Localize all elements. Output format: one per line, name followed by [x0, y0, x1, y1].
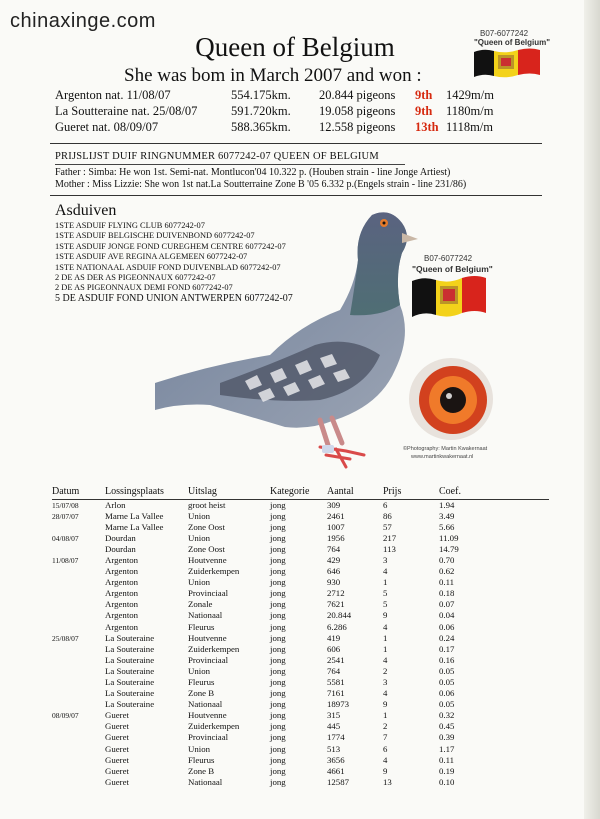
win-place: 9th: [415, 88, 433, 102]
page-title: [0, 32, 600, 63]
ring-number-mid: B07-6077242: [424, 254, 473, 263]
cell-result: Zuiderkempen: [188, 566, 240, 577]
cell-coef: 0.06: [439, 621, 455, 632]
cell-result: Union: [188, 577, 210, 588]
cell-count: 309: [327, 499, 341, 510]
cell-result: Nationaal: [188, 699, 223, 710]
cell-count: 429: [327, 554, 341, 565]
cell-coef: 1.94: [439, 499, 455, 510]
cell-result: Union: [188, 532, 210, 543]
cell-result: Union: [188, 743, 210, 754]
cell-result: Zone Oost: [188, 521, 225, 532]
cell-date: 28/07/07: [52, 511, 79, 521]
cell-category: jong: [270, 566, 286, 577]
cell-date: [52, 622, 105, 633]
cell-date: [52, 699, 105, 710]
cell-category: jong: [270, 599, 286, 610]
table-row: [52, 777, 549, 788]
cell-release: Gueret: [105, 721, 129, 732]
cell-coef: 0.10: [439, 776, 455, 787]
list-item: 2 DE AS PIGEONNAUX DEMI FOND 6077242-07: [55, 283, 233, 293]
cell-count: 3656: [327, 754, 345, 765]
win-distance: 591.720km.: [231, 104, 291, 118]
queen-label-top: "Queen of Belgium": [474, 38, 551, 47]
title-text: Queen of Belgium: [195, 32, 395, 62]
table-row: [52, 677, 549, 688]
cell-prize: 5: [383, 599, 388, 610]
cell-release: Argenton: [105, 577, 139, 588]
cell-release: La Souteraine: [105, 677, 155, 687]
cell-release: Gueret: [105, 743, 129, 754]
cell-count: 2541: [327, 654, 345, 665]
table-row: [52, 622, 549, 633]
cell-prize: 4: [383, 566, 388, 577]
table-row: [52, 688, 549, 699]
cell-prize: 1: [383, 643, 388, 654]
cell-prize: 3: [383, 677, 388, 687]
photo-credit: ©Photography: Martin Kwakernaat: [403, 446, 488, 452]
table-row: [52, 755, 549, 766]
pigeon-photo: [150, 205, 430, 480]
table-row: [52, 655, 549, 666]
table-row: [52, 721, 549, 732]
cell-prize: 2: [383, 665, 388, 676]
cell-date: 15/07/08: [52, 500, 79, 510]
divider: [50, 143, 542, 144]
cell-result: Nationaal: [188, 610, 223, 621]
cell-count: 20.844: [327, 610, 352, 621]
cell-count: 646: [327, 566, 341, 577]
win-place: 9th: [415, 104, 433, 118]
cell-release: Argenton: [105, 599, 139, 610]
cell-coef: 5.66: [439, 521, 455, 532]
cell-result: Zuiderkempen: [188, 721, 240, 732]
cell-count: 7621: [327, 599, 345, 610]
cell-prize: 6: [383, 499, 388, 510]
cell-result: Union: [188, 510, 210, 521]
cell-category: jong: [270, 632, 286, 643]
cell-release: Argenton: [105, 588, 139, 599]
cell-coef: 0.19: [439, 765, 455, 776]
cell-release: Argenton: [105, 610, 139, 621]
cell-category: jong: [270, 643, 286, 654]
cell-prize: 4: [383, 688, 388, 699]
cell-release: La Souteraine: [105, 654, 155, 665]
cell-result: Zonale: [188, 599, 213, 610]
table-row: [52, 544, 549, 555]
column-header: Lossingsplaats: [105, 484, 188, 499]
cell-release: La Souteraine: [105, 665, 155, 676]
cell-result: Provinciaal: [188, 588, 229, 599]
cell-prize: 5: [383, 588, 388, 599]
cell-coef: 14.79: [439, 543, 459, 554]
win-pigeons: 20.844 pigeons: [319, 88, 396, 102]
cell-category: jong: [270, 765, 286, 776]
win-distance: 588.365km.: [231, 120, 291, 134]
cell-count: 12587: [327, 776, 349, 787]
list-item: 2 DE AS DER AS PIGEONNAUX 6077242-07: [55, 273, 216, 283]
cell-result: Union: [188, 665, 210, 676]
list-item: 1STE ASDUIF BELGISCHE DUIVENBOND 6077242-07: [55, 231, 255, 241]
cell-date: [52, 721, 105, 732]
column-header: Coef.: [439, 484, 549, 499]
watermark: chinaxinge.com: [10, 10, 156, 32]
cell-count: 7161: [327, 688, 345, 699]
cell-coef: 0.17: [439, 643, 455, 654]
cell-coef: 0.24: [439, 632, 455, 643]
cell-prize: 2: [383, 721, 388, 732]
table-row: [52, 744, 549, 755]
win-speed: 1118m/m: [446, 120, 493, 134]
queen-label-mid: "Queen of Belgium": [412, 264, 493, 274]
cell-coef: 0.05: [439, 665, 455, 676]
cell-release: Marne La Vallee: [105, 521, 164, 532]
cell-coef: 1.17: [439, 743, 455, 754]
cell-category: jong: [270, 588, 286, 599]
table-row: [52, 522, 549, 533]
cell-category: jong: [270, 532, 286, 543]
win-pigeons: 19.058 pigeons: [319, 104, 396, 118]
cell-prize: 57: [383, 521, 392, 532]
column-header: Uitslag: [188, 484, 270, 499]
cell-prize: 4: [383, 654, 388, 665]
cell-date: 11/08/07: [52, 555, 79, 565]
cell-release: La Souteraine: [105, 643, 155, 654]
table-row: [52, 588, 549, 599]
cell-coef: 0.06: [439, 688, 455, 699]
cell-release: Gueret: [105, 754, 129, 765]
ring-number-top: B07-6077242: [480, 29, 529, 38]
table-row: [52, 633, 549, 644]
cell-release: Gueret: [105, 732, 129, 743]
cell-date: [52, 688, 105, 699]
win-race: Gueret nat. 08/09/07: [55, 120, 159, 134]
cell-count: 606: [327, 643, 341, 654]
table-row: [52, 710, 549, 721]
table-row: [52, 499, 549, 511]
cell-count: 419: [327, 632, 341, 643]
cell-date: [52, 777, 105, 788]
cell-release: Marne La Vallee: [105, 510, 164, 521]
divider: [55, 164, 405, 165]
cell-category: jong: [270, 510, 286, 521]
cell-result: groot heist: [188, 499, 226, 510]
table-row: [52, 555, 549, 566]
cell-prize: 3: [383, 554, 388, 565]
cell-count: 6.286: [327, 621, 347, 632]
asduiven-heading: Asduiven: [55, 202, 117, 219]
page-edge: [584, 0, 600, 819]
cell-release: La Souteraine: [105, 688, 155, 699]
cell-date: [52, 522, 105, 533]
cell-date: 25/08/07: [52, 633, 79, 643]
cell-result: Zuiderkempen: [188, 643, 240, 654]
table-row: [52, 699, 549, 710]
cell-date: [52, 655, 105, 666]
cell-date: [52, 599, 105, 610]
win-row: [55, 120, 525, 136]
cell-release: Dourdan: [105, 532, 136, 543]
belgian-flag-mid-icon: [410, 273, 488, 321]
cell-result: Provinciaal: [188, 654, 229, 665]
table-row: [52, 666, 549, 677]
win-row: [55, 88, 525, 104]
cell-coef: 0.11: [439, 754, 455, 765]
divider: [50, 195, 542, 196]
cell-date: [52, 544, 105, 555]
table-row: [52, 511, 549, 522]
cell-result: Houtvenne: [188, 710, 227, 721]
cell-count: 1774: [327, 732, 345, 743]
cell-coef: 0.04: [439, 610, 455, 621]
father-line: Father : Simba: He won 1st. Semi-nat. Montlucon'04 10.322 p. (Houben strain - line Jonge Artiest): [55, 167, 451, 178]
wins-list: [55, 88, 525, 136]
cell-result: Houtvenne: [188, 632, 227, 643]
column-header: Datum: [52, 484, 105, 499]
page-subtitle: She was bom in March 2007 and won :: [124, 65, 422, 86]
table-row: [52, 644, 549, 655]
cell-category: jong: [270, 610, 286, 621]
cell-date: [52, 610, 105, 621]
cell-release: Argenton: [105, 566, 139, 577]
cell-date: [52, 766, 105, 777]
cell-date: [52, 577, 105, 588]
win-race: Argenton nat. 11/08/07: [55, 88, 171, 102]
cell-result: Zone Oost: [188, 543, 225, 554]
cell-coef: 0.45: [439, 721, 455, 732]
cell-release: Dourdan: [105, 543, 136, 554]
cell-category: jong: [270, 754, 286, 765]
eye-closeup-photo: [407, 356, 495, 442]
cell-result: Provinciaal: [188, 732, 229, 743]
list-item: 1STE NATIONAAL ASDUIF FOND DUIVENBLAD 6077242-07: [55, 262, 281, 272]
cell-prize: 7: [383, 732, 388, 743]
cell-count: 445: [327, 721, 341, 732]
cell-date: 04/08/07: [52, 533, 79, 543]
cell-category: jong: [270, 621, 286, 632]
table-row: [52, 766, 549, 777]
cell-category: jong: [270, 699, 286, 710]
table-row: [52, 599, 549, 610]
cell-category: jong: [270, 543, 286, 554]
cell-category: jong: [270, 677, 286, 687]
cell-coef: 0.62: [439, 566, 455, 577]
cell-coef: 0.05: [439, 677, 455, 687]
cell-coef: 0.11: [439, 577, 455, 588]
photo-url: www.martinkwakernaat.nl: [411, 454, 474, 460]
cell-date: [52, 732, 105, 743]
cell-release: Gueret: [105, 765, 129, 776]
cell-category: jong: [270, 654, 286, 665]
cell-coef: 0.32: [439, 710, 455, 721]
cell-count: 1956: [327, 532, 345, 543]
cell-count: 5581: [327, 677, 345, 687]
win-place: 13th: [415, 120, 439, 134]
cell-date: 08/09/07: [52, 711, 79, 721]
cell-count: 930: [327, 577, 341, 588]
cell-category: jong: [270, 710, 286, 721]
cell-result: Fleurus: [188, 754, 215, 765]
prijslijst-heading: PRIJSLIJST DUIF RINGNUMMER 6077242-07 QUEEN OF BELGIUM: [55, 151, 379, 162]
win-speed: 1180m/m: [446, 104, 494, 118]
cell-prize: 217: [383, 532, 397, 543]
cell-date: [52, 677, 105, 688]
cell-count: 513: [327, 743, 341, 754]
cell-date: [52, 644, 105, 655]
win-speed: 1429m/m: [446, 88, 494, 102]
cell-prize: 86: [383, 510, 392, 521]
cell-date: [52, 744, 105, 755]
cell-coef: 3.49: [439, 510, 455, 521]
cell-date: [52, 566, 105, 577]
table-row: [52, 533, 549, 544]
cell-category: jong: [270, 554, 286, 565]
cell-coef: 0.39: [439, 732, 455, 743]
cell-category: jong: [270, 688, 286, 699]
cell-category: jong: [270, 521, 286, 532]
cell-coef: 0.70: [439, 554, 455, 565]
cell-prize: 1: [383, 577, 388, 588]
table-row: [52, 566, 549, 577]
table-row: [52, 577, 549, 588]
cell-release: Gueret: [105, 710, 129, 721]
cell-result: Zone B: [188, 688, 215, 699]
cell-date: [52, 755, 105, 766]
cell-category: jong: [270, 665, 286, 676]
cell-release: La Souteraine: [105, 632, 155, 643]
cell-category: jong: [270, 776, 286, 787]
cell-coef: 0.07: [439, 599, 455, 610]
cell-prize: 4: [383, 621, 388, 632]
cell-prize: 9: [383, 610, 388, 621]
cell-prize: 13: [383, 776, 392, 787]
cell-coef: 0.16: [439, 654, 455, 665]
cell-release: Gueret: [105, 776, 129, 787]
column-header: Aantal: [327, 484, 383, 499]
cell-date: [52, 588, 105, 599]
table-header-row: [52, 484, 549, 499]
list-item: 1STE ASDUIF JONGE FOND CUREGHEM CENTRE 6077242-07: [55, 241, 286, 251]
column-header: Prijs: [383, 484, 439, 499]
cell-release: Arlon: [105, 499, 126, 510]
table-row: [52, 610, 549, 621]
cell-count: 18973: [327, 699, 349, 710]
list-item: 1STE ASDUIF FLYING CLUB 6077242-07: [55, 221, 205, 230]
win-race: La Soutteraine nat. 25/08/07: [55, 104, 198, 118]
cell-release: Argenton: [105, 621, 139, 632]
cell-coef: 0.18: [439, 588, 455, 599]
cell-category: jong: [270, 499, 286, 510]
cell-prize: 1: [383, 632, 388, 643]
column-header: Kategorie: [270, 484, 327, 499]
cell-prize: 6: [383, 743, 388, 754]
results-table: [52, 484, 549, 788]
cell-result: Houtvenne: [188, 554, 227, 565]
list-item: 1STE ASDUIF AVE REGINA ALGEMEEN 6077242-07: [55, 252, 248, 262]
cell-result: Fleurus: [188, 621, 215, 632]
cell-count: 2461: [327, 510, 345, 521]
table-body: [52, 499, 549, 788]
cell-result: Fleurus: [188, 677, 215, 687]
cell-release: Argenton: [105, 554, 139, 565]
cell-prize: 4: [383, 754, 388, 765]
cell-coef: 0.05: [439, 699, 455, 710]
cell-result: Zone B: [188, 765, 215, 776]
cell-category: jong: [270, 577, 286, 588]
cell-prize: 9: [383, 765, 388, 776]
win-pigeons: 12.558 pigeons: [319, 120, 396, 134]
cell-date: [52, 666, 105, 677]
cell-prize: 1: [383, 710, 388, 721]
cell-count: 315: [327, 710, 341, 721]
cell-count: 764: [327, 543, 341, 554]
win-distance: 554.175km.: [231, 88, 291, 102]
cell-category: jong: [270, 743, 286, 754]
cell-count: 2712: [327, 588, 345, 599]
cell-count: 764: [327, 665, 341, 676]
cell-prize: 113: [383, 543, 396, 554]
cell-result: Nationaal: [188, 776, 223, 787]
list-item: 5 DE ASDUIF FOND UNION ANTWERPEN 6077242-07: [55, 292, 293, 304]
table-row: [52, 732, 549, 743]
mother-line: Mother : Miss Lizzie: She won 1st nat.La Soutterraine Zone B '05 6.332 p.(Engels strain - line 231/86): [55, 179, 467, 190]
cell-count: 1007: [327, 521, 345, 532]
cell-prize: 9: [383, 699, 388, 710]
cell-count: 4661: [327, 765, 345, 776]
cell-category: jong: [270, 732, 286, 743]
cell-category: jong: [270, 721, 286, 732]
cell-release: La Souteraine: [105, 699, 155, 710]
win-row: [55, 104, 525, 120]
cell-coef: 11.09: [439, 532, 459, 543]
